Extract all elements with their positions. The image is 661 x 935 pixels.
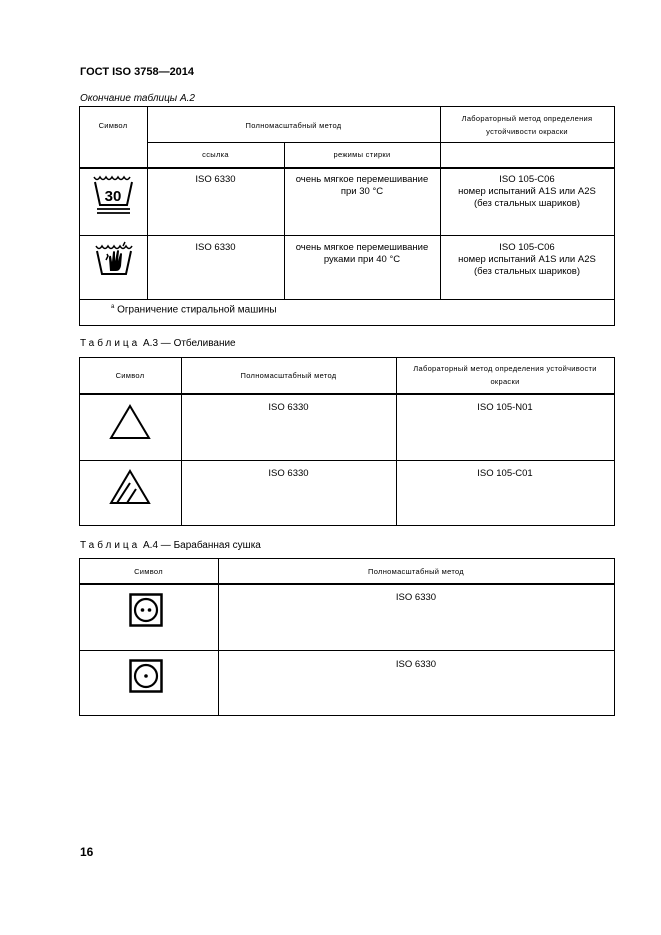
table-a2-caption: Окончание таблицы А.2 bbox=[80, 93, 195, 104]
tumble-dry-low-icon bbox=[129, 659, 163, 693]
table-a3-caption: Таблица А.3 — Отбеливание bbox=[80, 338, 236, 349]
table-a2-row1-lab: ISO 105-C06 номер испытаний A1S или A2S (без стальных шариков) bbox=[458, 174, 596, 209]
bleach-oxygen-only-icon bbox=[109, 469, 151, 505]
col-header-lab-method: Лабораторный метод определения устойчивости окраски bbox=[413, 364, 597, 386]
document-header: ГОСТ ISO 3758—2014 bbox=[80, 66, 195, 78]
col-header-full-scale: Полномасштабный метод bbox=[245, 121, 342, 130]
col-header-symbol: Символ bbox=[98, 121, 128, 130]
subheader-wash-mode: режимы стирки bbox=[333, 150, 391, 159]
col-header-full-scale: Полномасштабный метод bbox=[368, 567, 464, 576]
wash-temperature-glyph: 30 bbox=[104, 188, 122, 205]
table-a3-row1-full: ISO 6330 bbox=[268, 402, 309, 413]
tumble-dry-normal-icon bbox=[129, 593, 163, 627]
hand-wash-icon bbox=[94, 240, 134, 278]
table-a2-row2-mode: очень мягкое перемешивание руками при 40 °С bbox=[295, 242, 429, 265]
col-header-symbol: Символ bbox=[134, 567, 163, 576]
table-a2-row2-lab: ISO 105-C06 номер испытаний A1S или A2S (без стальных шариков) bbox=[458, 242, 596, 277]
col-header-lab-method: Лабораторный метод определения устойчивости окраски bbox=[461, 114, 593, 136]
col-header-symbol: Символ bbox=[115, 371, 145, 380]
wash-30-very-gentle-icon bbox=[92, 174, 134, 216]
table-a2-row1-mode: очень мягкое перемешивание при 30 °С bbox=[295, 174, 429, 197]
col-header-full-scale: Полномасштабный метод bbox=[240, 371, 337, 380]
table-a2-row1-ref: ISO 6330 bbox=[195, 174, 236, 185]
table-a3-row2-lab: ISO 105-C01 bbox=[477, 468, 533, 479]
table-a4-row1-full: ISO 6330 bbox=[395, 592, 437, 603]
table-a2-row2-ref: ISO 6330 bbox=[195, 242, 236, 253]
page-number: 16 bbox=[80, 845, 94, 859]
table-a4-caption: Таблица А.4 — Барабанная сушка bbox=[80, 540, 261, 551]
table-a3-row2-full: ISO 6330 bbox=[268, 468, 309, 479]
bleach-any-icon bbox=[109, 404, 151, 440]
table-a4-row2-full: ISO 6330 bbox=[395, 659, 437, 670]
table-a3-row1-lab: ISO 105-N01 bbox=[477, 402, 533, 413]
subheader-reference: ссылка bbox=[202, 150, 229, 159]
table-a2-footnote: $^а$ Ограничение стиральной машины bbox=[111, 304, 277, 316]
